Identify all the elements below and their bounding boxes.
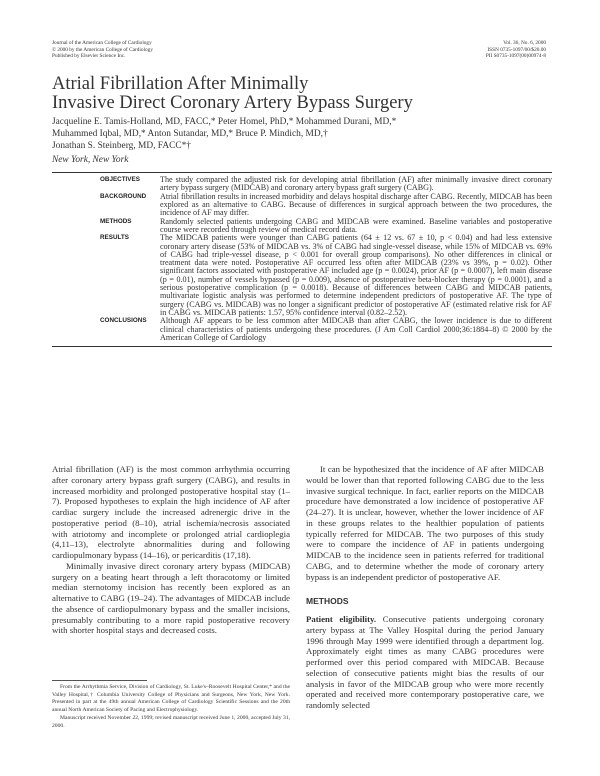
abstract-row	[52, 234, 552, 317]
copyright-line: © 2000 by the American College of Cardiology	[52, 46, 153, 53]
journal-name: Journal of the American College of Cardiology	[52, 40, 152, 46]
footnote-manuscript-dates: Manuscript received November 22, 1999; revised manuscript received June 1, 2000, accepted July 31, 2000.	[52, 714, 290, 729]
abstract-label: OBJECTIVES	[100, 176, 140, 183]
body-column-left	[52, 464, 290, 636]
title-line-1: Atrial Fibrillation After Minimally	[52, 74, 309, 94]
title-line-2: Invasive Direct Coronary Artery Bypass Surgery	[52, 93, 413, 113]
abstract-row	[52, 218, 552, 235]
body-column-right	[306, 464, 544, 711]
footnote-affiliation: From the Arrhythmia Service, Division of Cardiology, St. Luke's–Roosevelt Hospital Center,* and the Valley Hospital,† Columbia University College of Physicians and Surgeons, New York, New York. Presented in part at the 49th annual American College of Cardiology Scientific Sessions and the 20th annual North American Society of Pacing and Electrophysiology.	[52, 684, 290, 714]
journal-header-left	[52, 40, 153, 60]
abstract-row	[52, 176, 552, 193]
methods-heading: METHODS	[306, 596, 349, 607]
abstract-row	[52, 193, 552, 218]
volume-line: Vol. 36, No. 6, 2000	[503, 40, 546, 46]
author-line-3: Jonathan S. Steinberg, MD, FACC*†	[52, 141, 191, 151]
publisher-line: Published by Elsevier Science Inc.	[52, 53, 126, 60]
abstract-text: Randomly selected patients undergoing CABG and MIDCAB were examined. Baseline variables and postoperative course were recorded through review of medical record data.	[160, 216, 552, 234]
author-line-2: Muhammed Iqbal, MD,* Anton Sutandar, MD,* Bruce P. Mindich, MD,†	[52, 129, 328, 139]
author-location: New York, New York	[52, 155, 129, 165]
body-paragraph: It can be hypothesized that the incidence of AF after MIDCAB would be lower than that reported following CABG due to the less invasive surgical technique. In fact, earlier reports on the MIDCAB procedure have demonstrated a low incidence of postoperative AF (24–27). It is unclear, however, whether the lower incidence of AF in these groups relates to the healthier population of patients typically referred for MIDCAB. The two purposes of this study were to compare the incidence of AF in patients undergoing MIDCAB to the incidence seen in patients referred for traditional CABG, and to determine whether the mode of coronary artery bypass is an independent predictor of postoperative AF.	[306, 464, 544, 582]
body-paragraph: Atrial fibrillation (AF) is the most common arrhythmia occurring after coronary artery bypass graft surgery (CABG), and results in increased morbidity and prolonged postoperative hospital stay (1–7). Proposed hypotheses to explain the high incidence of AF after cardiac surgery include the increased adrenergic drive in the postoperative period (8–10), atrial ischemia/necrosis associated with atriotomy and incomplete or prolonged atrial cardioplegia (4,11–13), electrolyte abnormalities during and following cardiopulmonary bypass (14–16), or pericarditis (17,18).	[52, 464, 290, 560]
patient-eligibility-text: Consecutive patients undergoing coronary artery bypass at The Valley Hospital during the period January 1996 through May 1999 were identified through a department log. Approximately eight times as many CABG procedures were performed over this period compared with MIDCAB. Because selection of consecutive patients might bias the results of our analysis in favor of the MIDCAB group who were more recently operated and received more contemporary postoperative care, we randomly selected	[306, 614, 544, 710]
body-paragraph: Minimally invasive direct coronary artery bypass (MIDCAB) surgery on a beating heart through a left thoracotomy or limited median sternotomy incision has recently been explored as an alternative to CABG (19–24). The advantages of MIDCAB include the absence of cardiopulmonary bypass and the smaller incisions, presumably contributing to a more rapid postoperative recovery with shorter hospital stays and decreased costs.	[52, 560, 290, 636]
issn-line: ISSN 0735-1097/00/$20.00	[487, 46, 546, 53]
abstract-label: BACKGROUND	[100, 192, 147, 200]
abstract-label: CONCLUSIONS	[100, 317, 147, 325]
abstract-text: The study compared the adjusted risk for developing atrial fibrillation (AF) after minimally invasive direct coronary artery bypass surgery (MIDCAB) and coronary artery bypass graft surgery (CABG).	[160, 175, 552, 193]
author-list	[52, 116, 552, 152]
author-line-1: Jacqueline E. Tamis-Holland, MD, FACC,* Peter Homel, PhD,* Mohammed Durani, MD,*	[52, 117, 397, 127]
abstract-label: RESULTS	[100, 234, 129, 242]
footnote	[52, 684, 290, 730]
footnote-divider	[52, 680, 147, 681]
abstract-text: Atrial fibrillation results in increased morbidity and delays hospital discharge after CABG. Recently, MIDCAB has been explored as an alternative to CABG. Because of differences in surgical approach between the two procedures, the incidence of AF may differ.	[160, 191, 552, 218]
journal-header-right	[486, 40, 546, 60]
patient-eligibility-subheading: Patient eligibility.	[306, 614, 377, 624]
abstract-row	[52, 317, 552, 342]
abstract-label: METHODS	[100, 217, 132, 225]
article-title	[52, 75, 552, 113]
abstract-text: Although AF appears to be less common after MIDCAB than after CABG, the lower incidence is due to different clinical characteristics of patients undergoing these procedures. (J Am Coll Cardiol 2000;36:1884–8) © 2000 by the American College of Cardiology	[160, 316, 552, 342]
structured-abstract	[52, 172, 552, 347]
pii-line: PII S0735-1097(00)00974-8	[485, 53, 546, 60]
body-paragraph	[306, 614, 544, 711]
abstract-text: The MIDCAB patients were younger than CABG patients (64 ± 12 vs. 67 ± 10, p < 0.04) and had less extensive coronary artery disease (53% of MIDCAB vs. 3% of CABG had single-vessel disease, while 15% of MIDCAB vs. 69% of CABG had triple-vessel disease, p < 0.001 for overall group comparisons). No other differences in clinical or treatment data were noted. Postoperative AF occurred less often after MIDCAB (23% vs 39%, p = 0.02). Other significant factors associated with postoperative AF included age (p = 0.0024), prior AF (p = 0.0007), left main disease (p = 0.01), number of vessels bypassed (p = 0.009), absence of postoperative beta-blocker therapy (p = 0.0001), and a serious postoperative complication (p = 0.0018). Because of differences between CABG and MIDCAB patients, multivariate logistic analysis was performed to determine independent predictors of postoperative AF. The type of surgery (CABG vs. MIDCAB) was no longer a significant predictor of postoperative AF (estimated relative risk for AF in CABG vs. MIDCAB patients: 1.57, 95% confidence interval (0.82–2.52).	[160, 233, 552, 317]
